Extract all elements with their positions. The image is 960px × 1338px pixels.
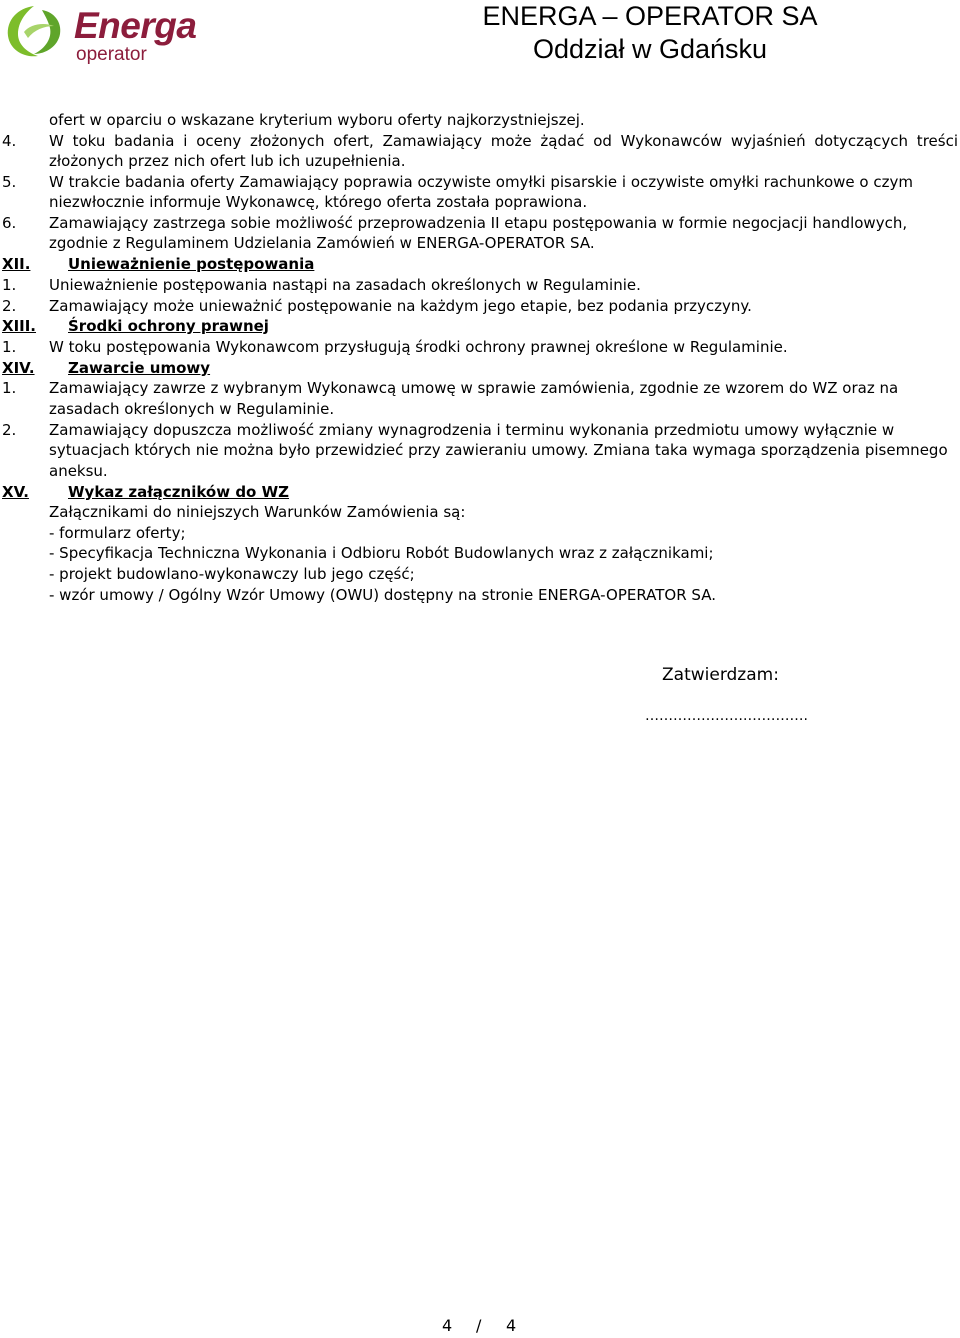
list-text-line: zgodnie z Regulaminem Udzielania Zamówień w ENERGA-OPERATOR SA. bbox=[49, 234, 595, 252]
list-number: 1. bbox=[2, 276, 17, 294]
section-title: Wykaz załączników do WZ bbox=[68, 483, 290, 501]
attachment-text: - wzór umowy / Ogólny Wzór Umowy (OWU) dostępny na stronie ENERGA-OPERATOR SA. bbox=[49, 586, 716, 604]
list-number: 2. bbox=[2, 421, 17, 439]
list-text-line: Unieważnienie postępowania nastąpi na zasadach określonych w Regulaminie. bbox=[49, 276, 641, 294]
list-text-line: sytuacjach których nie można było przewidzieć przy zawieraniu umowy. Zmiana taka wymaga sporządzenia pisemnego bbox=[49, 441, 948, 459]
list-text-line: niezwłocznie informuje Wykonawcę, którego oferta została poprawiona. bbox=[49, 193, 588, 211]
list-number: 1. bbox=[2, 338, 17, 356]
list-text-line: aneksu. bbox=[49, 462, 108, 480]
approval-label: Zatwierdzam: bbox=[662, 665, 779, 685]
section-number: XII. bbox=[2, 255, 31, 273]
list-text-line: W toku postępowania Wykonawcom przysługują środki ochrony prawnej określone w Regulaminie. bbox=[49, 338, 788, 356]
list-number: 2. bbox=[2, 297, 17, 315]
attachment-text: - projekt budowlano-wykonawczy lub jego część; bbox=[49, 565, 415, 583]
list-number: 4. bbox=[2, 132, 17, 150]
list-text-line: Zamawiający może unieważnić postępowanie na każdym jego etapie, bez podania przyczyny. bbox=[49, 297, 752, 315]
attachments-intro-text: Załącznikami do niniejszych Warunków Zamówienia są: bbox=[49, 503, 466, 521]
energa-logo bbox=[4, 2, 204, 68]
logo-wordmark: Energa bbox=[74, 5, 197, 46]
section-number: XV. bbox=[2, 483, 29, 501]
page-separator: / bbox=[476, 1316, 482, 1335]
section-number: XIV. bbox=[2, 359, 35, 377]
list-text-line: Zamawiający dopuszcza możliwość zmiany wynagrodzenia i terminu wykonania przedmiotu umowy wyłącznie w bbox=[49, 421, 895, 439]
list-text-line: W toku badania i oceny złożonych ofert, Zamawiający może żądać od Wykonawców wyjaśnień dotyczących treści bbox=[49, 132, 958, 150]
page-total: 4 bbox=[506, 1316, 517, 1335]
list-text-line: Zamawiający zawrze z wybranym Wykonawcą umowę w sprawie zamówienia, zgodnie ze wzorem do WZ oraz na bbox=[49, 379, 899, 397]
header-company-name: ENERGA – OPERATOR SA bbox=[482, 1, 818, 31]
signature-line: ………………….…………. bbox=[645, 708, 808, 724]
list-number: 6. bbox=[2, 214, 17, 232]
list-number: 1. bbox=[2, 379, 17, 397]
page-current: 4 bbox=[442, 1316, 453, 1335]
section-title: Unieważnienie postępowania bbox=[68, 255, 315, 273]
header-branch-name: Oddział w Gdańsku bbox=[532, 34, 768, 64]
list-text-line: złożonych przez nich ofert lub ich uzupełnienia. bbox=[49, 152, 406, 170]
logo-subtitle: operator bbox=[76, 44, 147, 65]
list-text-line: Zamawiający zastrzega sobie możliwość przeprowadzenia II etapu postępowania w formie negocjacji handlowych, bbox=[49, 214, 908, 232]
attachment-text: - formularz oferty; bbox=[49, 524, 186, 542]
energa-swoosh-icon bbox=[4, 2, 72, 62]
section-title: Zawarcie umowy bbox=[68, 359, 211, 377]
attachment-text: - Specyfikacja Techniczna Wykonania i Odbioru Robót Budowlanych wraz z załącznikami; bbox=[49, 544, 714, 562]
section-title: Środki ochrony prawnej bbox=[68, 317, 269, 335]
list-number: 5. bbox=[2, 173, 17, 191]
list-text-line: W trakcie badania oferty Zamawiający poprawia oczywiste omyłki pisarskie i oczywiste omyłki rachunkowe o czym bbox=[49, 173, 913, 191]
list-text-line: zasadach określonych w Regulaminie. bbox=[49, 400, 335, 418]
section-number: XIII. bbox=[2, 317, 37, 335]
paragraph-text: ofert w oparciu o wskazane kryterium wyboru oferty najkorzystniejszej. bbox=[49, 111, 585, 129]
